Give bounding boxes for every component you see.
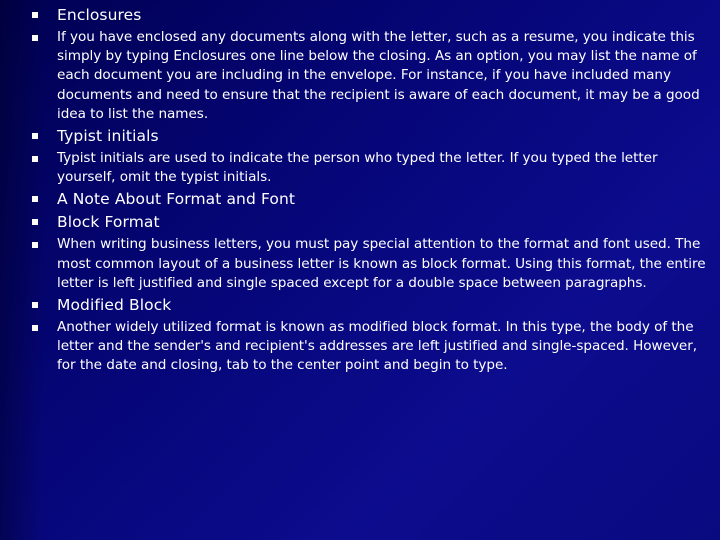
square-bullet-icon	[32, 196, 38, 202]
paragraph-modified-block: Another widely utilized format is known as modified block format. In this type, the body of the letter and the sender's and recipient's addresses are left justified and single-spaced. However, for the date and closing, tab to the center point and begin to type.	[57, 319, 698, 374]
square-bullet-icon	[32, 156, 38, 162]
square-bullet-icon	[32, 35, 38, 41]
bullet-item-modified-block	[0, 294, 720, 316]
bullet-item-enclosures-description	[0, 28, 720, 124]
square-bullet-icon	[32, 133, 38, 139]
heading-format-and-font: A Note About Format and Font	[57, 190, 296, 209]
bullet-item-typist-initials	[0, 125, 720, 147]
heading-block-format: Block Format	[57, 213, 160, 232]
heading-typist-initials: Typist initials	[57, 127, 159, 146]
square-bullet-icon	[32, 12, 38, 18]
square-bullet-icon	[32, 242, 38, 248]
square-bullet-icon	[32, 219, 38, 225]
heading-enclosures: Enclosures	[57, 6, 142, 24]
heading-modified-block: Modified Block	[57, 296, 172, 315]
bullet-item-typist-initials-description	[0, 149, 720, 187]
paragraph-block-format: When writing business letters, you must pay special attention to the format and font used. The most common layout of a business letter is known as block format. Using this format, the entire letter is left justified and single spaced except for a double space between paragraphs.	[57, 236, 706, 291]
paragraph-typist-initials: Typist initials are used to indicate the person who typed the letter. If you typed the letter yourself, omit the typist initials.	[57, 150, 658, 186]
bullet-list	[0, 4, 720, 376]
bullet-item-block-format	[0, 211, 720, 233]
square-bullet-icon	[32, 302, 38, 308]
bullet-item-modified-block-description	[0, 318, 720, 376]
paragraph-enclosures: If you have enclosed any documents along with the letter, such as a resume, you indicate this simply by typing Enclosures one line below the closing. As an option, you may list the name of each document you are including in the envelope. For instance, if you have included many documents and need to ensure that the recipient is aware of each document, it may be a good idea to list the names.	[57, 29, 700, 122]
bullet-item-enclosures	[0, 4, 720, 26]
bullet-item-format-and-font	[0, 188, 720, 210]
square-bullet-icon	[32, 325, 38, 331]
bullet-item-block-format-description	[0, 235, 720, 293]
